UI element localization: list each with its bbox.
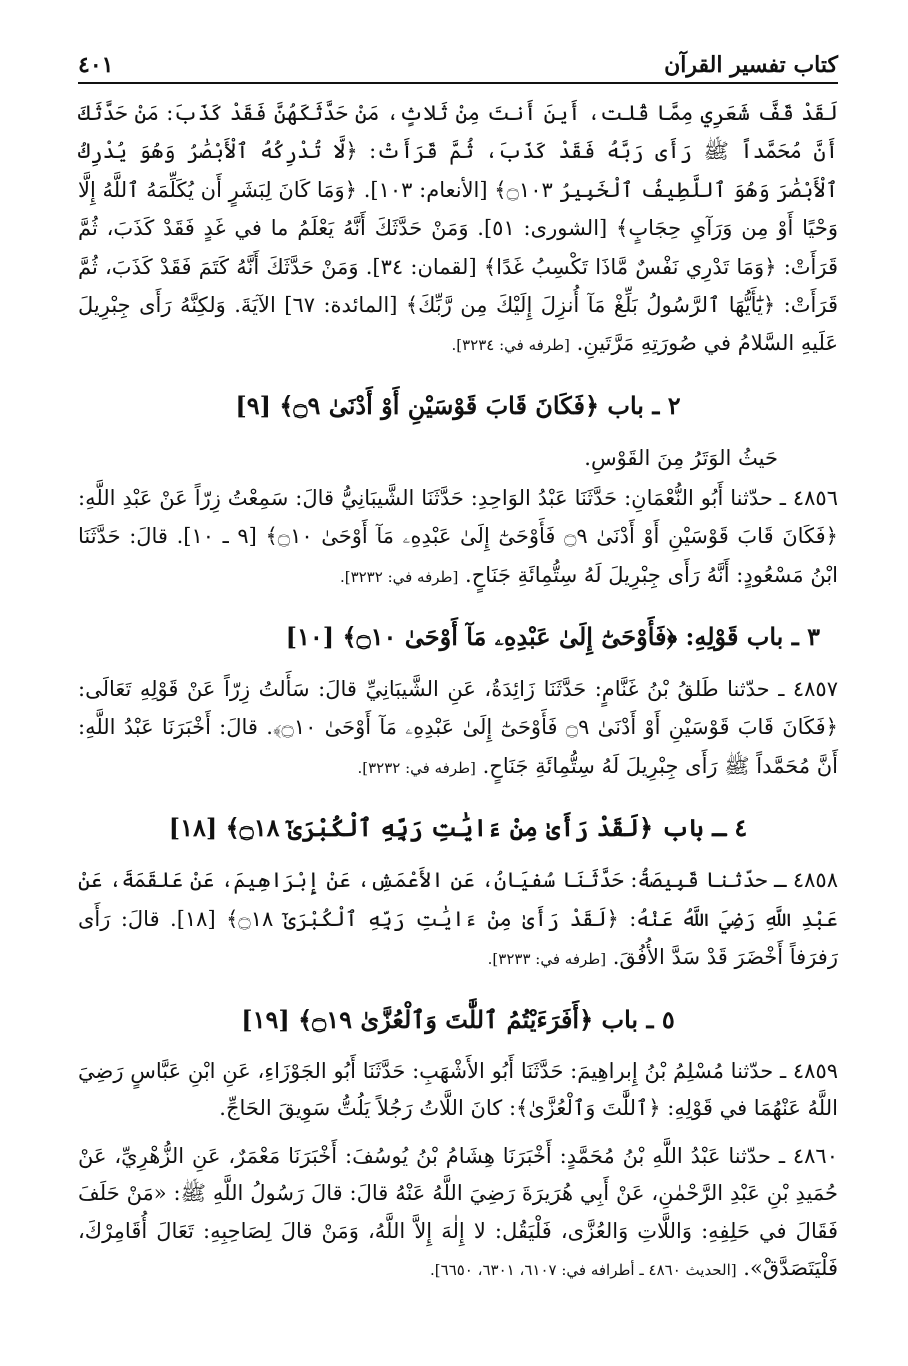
chapter-2-gloss: حَيثُ الوَتَرُ مِنَ القَوْسِ.: [584, 445, 778, 470]
hadith-text: ٤٨٥٩ ـ حدّثنا مُسْلِمُ بْنُ إِبراهِيمَ: حَدَّثَنَا أَبُو الأَشْهَبِ: حَدَّثَنَا أَبُو الجَوْزَاءِ، عَنِ ابْنِ عَبَّاسٍ رَضِيَ اللَّهُ عَنْهُمَا في قَوْلِهِ: ﴿ٱللَّٰتَ وَٱلْعُزَّىٰ﴾: كانَ اللَّاتُ رَجُلاً يَلُتُّ سَوِيقَ الحَاجِّ.: [78, 1058, 839, 1121]
chapter-heading-3: ٣ ـ باب قَوْلِهِ: ﴿فَأَوْحَىٰٓ إِلَىٰ عَبْدِهِۦ مَآ أَوْحَىٰ ۝١٠﴾ [١٠]: [285, 622, 820, 652]
hadith-text: ٤٨٥٦ ـ حدّثنا أَبُو النُّعْمَانِ: حَدَّثَنَا عَبْدُ الوَاحِدِ: حَدَّثَنَا الشَّيبَانِيُّ قالَ: سَمِعْتُ زِرّاً عَنْ عَبْدِ اللَّهِ: ﴿فَكَانَ قَابَ قَوْسَيْنِ أَوْ أَدْنَىٰ ۝٩ فَأَوْحَىٰٓ إِلَىٰ عَبْدِهِۦ مَآ أَوْحَىٰ ۝١٠﴾ [٩ ـ ١٠]. قالَ: حَدَّثَنَا ابْنُ مَسْعُودٍ: أَنَّهُ رَأَى جِبْرِيلَ لَهُ سِتُّمِائَةِ جَنَاحٍ.: [78, 485, 838, 587]
hadith-reference: [الحديث ٤٨٦٠ ـ أطرافه في: ٦١٠٧، ٦٣٠١، ٦٦٥٠].: [430, 1261, 737, 1280]
hadith-4858: [78, 861, 838, 978]
hadith-reference: [طرفه في: ٣٢٣٢].: [339, 567, 459, 586]
hadith-4856: [78, 479, 838, 596]
intro-reference: [طرفه في: ٣٢٣٤].: [451, 336, 570, 355]
hadith-4859: [78, 1053, 838, 1128]
hadith-4860: [78, 1138, 838, 1290]
book-title: كتاب تفسير القرآن: [664, 52, 838, 78]
hadith-4857: [78, 670, 838, 787]
chapter-heading-5: ٥ ـ باب ﴿أَفَرَءَيْتُمُ ٱللَّٰتَ وَٱلْعُزَّىٰ ۝١٩﴾ [١٩]: [241, 1004, 675, 1034]
hadith-text: ٤٨٥٧ ـ حدّثنا طَلقُ بْنُ غَنَّامٍ: حَدَّثَنَا زَائِدَةُ، عَنِ الشَّيبَانِيِّ قالَ: سَأَلتُ زِرّاً عَنْ قَوْلِهِ تَعَالَى: ﴿فَكَانَ قَابَ قَوْسَيْنِ أَوْ أَدْنَىٰ ۝٩ فَأَوْحَىٰٓ إِلَىٰ عَبْدِهِۦ مَآ أَوْحَىٰ ۝١٠﴾. قالَ: أَخْبَرَنَا عَبْدُ اللَّهِ: أَنَّ مُحَمَّداً ﷺ رَأَى جِبْرِيلَ لَهُ سِتُّمِائَةِ جَنَاحٍ.: [78, 677, 838, 778]
page-header: [78, 52, 838, 84]
hadith-reference: [طرفه في: ٣٢٣٢].: [357, 758, 476, 777]
hadith-text: ٤٨٥٨ ـ حدّثنا قَبِيصَةُ: حَدَّثَنَا سُفيَانُ، عَنِ الأَعْمَشِ، عَنْ إِبْرَاهِيمَ، عَنْ عَلقَمَةَ، عَنْ عَبْدِ اللَّهِ رَضِيَ اللَّهُ عَنْهُ: ﴿لَقَدْ رَأَىٰ مِنْ ءَايَٰتِ رَبِّهِ ٱلْكُبْرَىٰٓ ۝١٨﴾ [١٨]. قالَ: رَأَى رَفرَفاً أَخْضَرَ قَدْ سَدَّ الأُفُقَ.: [78, 868, 838, 970]
hadith-reference: [طرفه في: ٣٢٣٣].: [487, 950, 607, 969]
hadith-text: ٤٨٦٠ ـ حدّثنا عَبْدُ اللَّهِ بْنُ مُحَمَّدٍ: أَخْبَرَنَا هِشَامُ بْنُ يُوسُفَ: أَخْبَرَنَا مَعْمَرٌ، عَنِ الزُّهْرِيِّ، عَنْ حُمَيدِ بْنِ عَبْدِ الرَّحْمٰنِ، عَنْ أَبِي هُرَيرَةَ رَضِيَ اللَّهُ عَنْهُ قالَ: قالَ رَسُولُ اللَّهِ ﷺ: «مَنْ حَلَفَ فَقَالَ في حَلِفِهِ: وَاللَّاتِ وَالعُزَّى، فَلْيَقُل: لا إِلٰهَ إِلاَّ اللَّهُ، وَمَنْ قالَ لِصَاحِبِهِ: تَعَالَ أُقَامِرْكَ، فَلْيَتَصَدَّقْ».: [78, 1143, 838, 1281]
page-number: ٤٠١: [78, 52, 114, 78]
intro-paragraph: [78, 94, 838, 365]
chapter-heading-2: ٢ ـ باب ﴿فَكَانَ قَابَ قَوْسَيْنِ أَوْ أَدْنَىٰ ۝٩﴾ [٩]: [235, 390, 681, 420]
intro-text: لَقَدْ قَفَّ شَعَرِي مِمَّا قُلت، أَينَ أَنتَ مِنْ ثَلاثٍ، مَنْ حَدَّثَكَهُنَّ فَقَدْ كَذَبَ: مَنْ حَدَّثَكَ أَنَّ مُحَمَّداً ﷺ رَأَى رَبَّهُ فَقَدْ كَذَبَ، ثُمَّ قَرَأَتْ: ﴿لَّا تُدْرِكُهُ ٱلْأَبْصَٰرُ وَهُوَ يُدْرِكُ ٱلْأَبْصَٰرَ وَهُوَ ٱللَّطِيفُ ٱلْخَبِيرُ ۝١٠٣﴾ [الأنعام: ١٠٣]. ﴿وَمَا كَانَ لِبَشَرٍ أَن يُكَلِّمَهُ ٱللَّهُ إِلَّا وَحْيًا أَوْ مِن وَرَآيِ حِجَابٍ﴾ [الشورى: ٥١]. وَمَنْ حَدَّثَكَ أَنَّهُ يَعْلَمُ ما في غَدٍ فَقَدْ كَذَبَ، ثُمَّ قَرَأَتْ: ﴿وَمَا تَدْرِي نَفْسٌ مَّاذَا تَكْسِبُ غَدًا﴾ [لقمان: ٣٤]. وَمَنْ حَدَّثَكَ أَنَّهُ كَتَمَ فَقَدْ كَذَبَ، ثُمَّ قَرَأَتْ: ﴿يَٰٓأَيُّهَا ٱلرَّسُولُ بَلِّغْ مَآ أُنزِلَ إِلَيْكَ مِن رَّبِّكَ﴾ [المائدة: ٦٧] الآيَةَ. وَلكِنَّهُ رَأَى جِبْرِيلَ عَلَيهِ السَّلامُ في صُورَتِهِ مَرَّتَينِ.: [78, 101, 839, 356]
chapter-heading-4: ٤ ـ باب ﴿لَقَدْ رَأَىٰ مِنْ ءَايَٰتِ رَبِّهِ ٱلْكُبْرَىٰٓ ۝١٨﴾ [١٨]: [168, 813, 748, 843]
